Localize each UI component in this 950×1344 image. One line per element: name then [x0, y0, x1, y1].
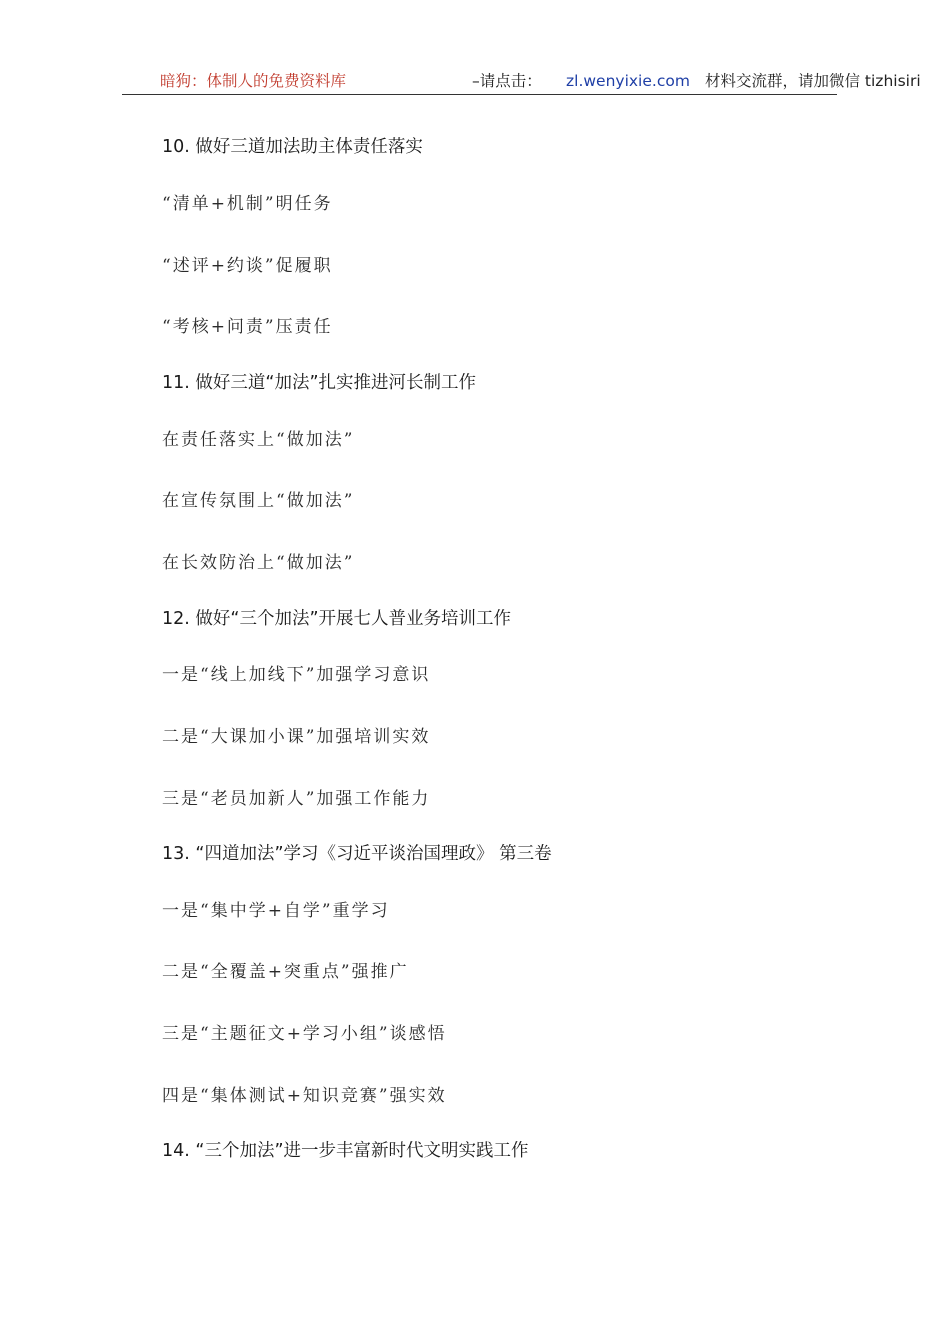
section-heading-11: 11. 做好三道“加法”扎实推进河长制工作 — [162, 373, 477, 393]
section-12-item-3: 三是“老员加新人”加强工作能力 — [162, 789, 431, 809]
section-11-item-1: 在责任落实上“做加法” — [162, 430, 355, 450]
section-10-item-2: “述评+约谈”促履职 — [162, 256, 333, 276]
section-13-item-2: 二是“全覆盖+突重点”强推广 — [162, 962, 409, 982]
section-13-item-4: 四是“集体测试+知识竞赛”强实效 — [162, 1086, 447, 1106]
section-heading-10: 10. 做好三道加法助主体责任落实 — [162, 137, 423, 157]
section-13-item-3: 三是“主题征文+学习小组”谈感悟 — [162, 1024, 447, 1044]
section-10-item-1: “清单+机制”明任务 — [162, 194, 333, 214]
section-11-item-2: 在宣传氛围上“做加法” — [162, 491, 355, 511]
section-12-item-2: 二是“大课加小课”加强培训实效 — [162, 727, 431, 747]
page-header — [122, 68, 921, 95]
section-heading-14: 14. “三个加法”进一步丰富新时代文明实践工作 — [162, 1141, 529, 1161]
header-click-label: –请点击： — [472, 72, 542, 90]
section-10-item-3: “考核+问责”压责任 — [162, 317, 333, 337]
header-group-info: 材料交流群，请加微信 tizhisiri — [705, 72, 921, 90]
header-brand: 暗狗：体制人的免费资料库 — [160, 72, 347, 90]
header-site-link[interactable]: zl.wenyixie.com — [566, 72, 690, 90]
section-12-item-1: 一是“线上加线下”加强学习意识 — [162, 665, 431, 685]
section-heading-13: 13. “四道加法”学习《习近平谈治国理政》 第三卷 — [162, 844, 552, 864]
section-11-item-3: 在长效防治上“做加法” — [162, 553, 355, 573]
section-heading-12: 12. 做好“三个加法”开展七人普业务培训工作 — [162, 609, 512, 629]
section-13-item-1: 一是“集中学+自学”重学习 — [162, 901, 390, 921]
